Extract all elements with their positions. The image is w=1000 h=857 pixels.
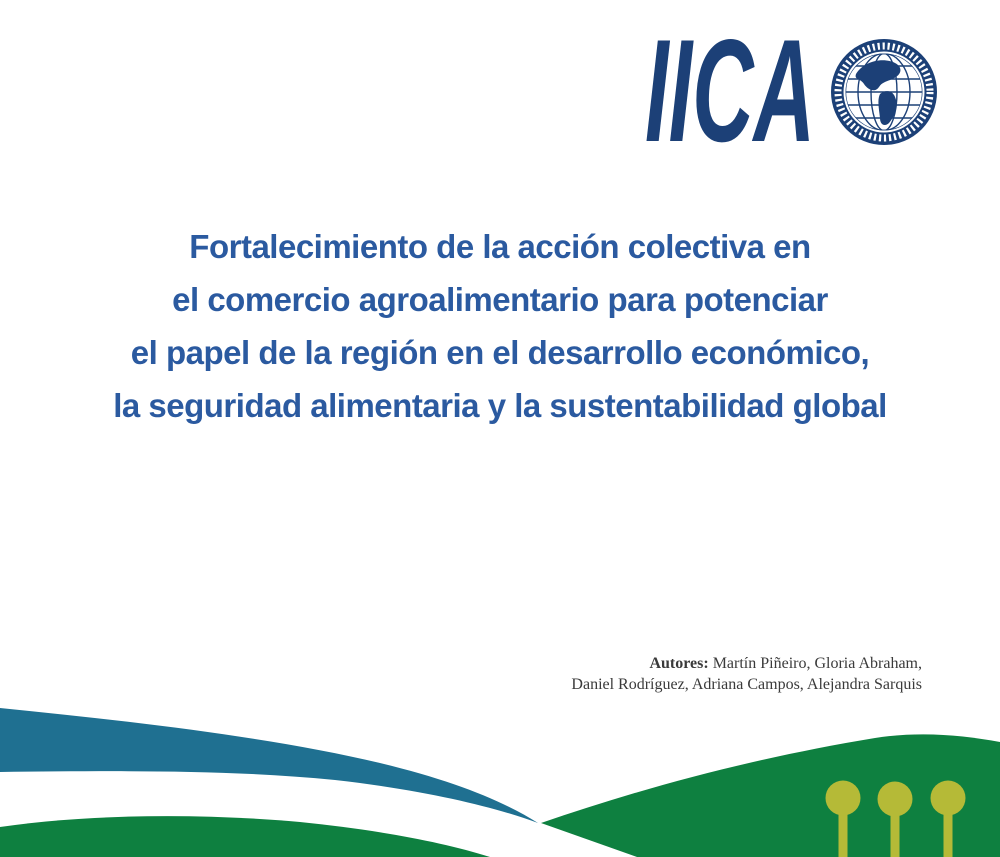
iica-globe-icon [831,39,937,145]
left-hill-shape [0,816,490,857]
title-line-3: el papel de la región en el desarrollo económico, [130,334,870,371]
authors-label: Autores: [649,655,709,672]
footer-artwork [0,687,1000,857]
iica-logo-wordmark: IICA [645,33,815,150]
teal-wave-shape [0,708,538,823]
title-line-4: la seguridad alimentaria y la sustentabilidad global [113,387,887,424]
title-line-2: el comercio agroalimentario para potenciar [172,281,828,318]
title-line-1: Fortalecimiento de la acción colectiva en [189,228,811,265]
iica-logo [645,33,940,150]
cover-title [0,220,1000,432]
authors-names-1: Martín Piñeiro, Gloria Abraham, [712,655,922,672]
authors-line-2: Daniel Rodríguez, Adriana Campos, Alejandra Sarquis [571,676,922,693]
authors-line-1 [571,653,922,674]
